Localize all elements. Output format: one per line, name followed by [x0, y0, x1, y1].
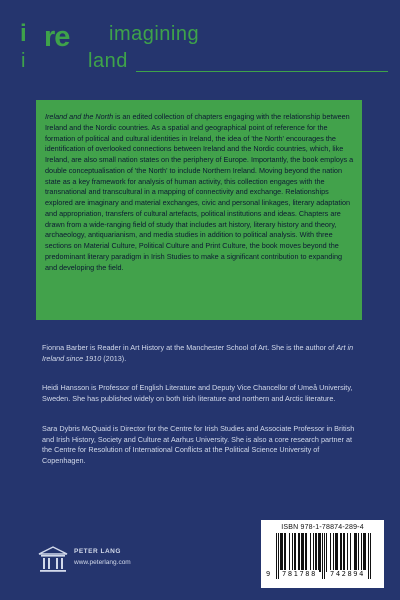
barcode-guard-bar: [322, 533, 323, 579]
barcode-bar: [326, 533, 327, 572]
series-logo-land: land: [88, 50, 128, 72]
barcode-bar: [306, 533, 307, 572]
bio-text: Fionna Barber is Reader in Art History at the Manchester School of Art. She is the author of: [42, 343, 337, 352]
barcode-bar: [336, 533, 337, 572]
barcode-bar: [313, 533, 314, 572]
barcode-bar: [295, 533, 296, 572]
blurb-book-title: Ireland and the North: [45, 112, 114, 121]
barcode-bar: [363, 533, 364, 572]
barcode-bar: [337, 533, 338, 572]
barcode-guard-bar: [276, 533, 277, 579]
series-logo-re: re: [44, 21, 70, 53]
peter-lang-logo-icon: [36, 545, 70, 575]
barcode-bar: [364, 533, 365, 572]
barcode-bar: [310, 533, 311, 572]
barcode-bar: [340, 533, 341, 572]
barcode-digits-left: 781788: [282, 570, 317, 578]
barcode-bar: [320, 533, 321, 572]
publisher-url: www.peterlang.com: [74, 559, 131, 566]
barcode-bar: [344, 533, 345, 572]
barcode-digit-first: 9: [266, 570, 271, 578]
blurb-box: [36, 100, 362, 320]
barcode-bar: [354, 533, 355, 572]
barcode-guard-bar: [370, 533, 371, 579]
barcode-bar: [282, 533, 283, 572]
editor-bio-mcquaid: Sara Dybris McQuaid is Director for the Centre for Irish Studies and Associate Professor in British and Irish History, Society and Culture at Aarhus University. She is also a core research partner at the Centre for Resolution of International Conflicts at the Political Science University of Copenhagen.: [42, 424, 355, 466]
barcode-bar: [361, 533, 362, 572]
barcode-bar: [341, 533, 342, 572]
barcode-bar: [350, 533, 351, 572]
blurb-text: [45, 112, 354, 273]
series-logo-imagining: imagining: [109, 23, 200, 45]
barcode-bar: [316, 533, 317, 572]
barcode-guard-bar: [368, 533, 369, 579]
barcode-bar: [289, 533, 290, 572]
bio-text-end: (2013).: [101, 353, 127, 363]
barcode-digits: [266, 570, 379, 589]
barcode-bar: [319, 533, 320, 572]
publisher-block: [36, 545, 156, 575]
barcode-bar: [303, 533, 304, 572]
barcode-bar: [301, 533, 302, 572]
barcode-bar: [347, 533, 348, 572]
barcode-guard-bar: [278, 533, 279, 579]
series-logo-i-lower: i: [21, 50, 26, 72]
barcode-bar: [299, 533, 300, 572]
barcode-bar: [280, 533, 281, 572]
barcode-bar: [333, 533, 334, 572]
editor-bio-hansson: Heidi Hansson is Professor of English Literature and Deputy Vice Chancellor of Umeå University, Sweden. She has published widely on both Irish literature and northern and Arctic literature.: [42, 383, 353, 403]
barcode-bar: [315, 533, 316, 572]
barcode-bar: [284, 533, 285, 572]
barcode-guard-bar: [324, 533, 325, 579]
barcode-bar: [330, 533, 331, 572]
series-logo-rule: [136, 71, 388, 72]
barcode-bar: [318, 533, 319, 572]
barcode-bar: [358, 533, 359, 572]
barcode-bar: [294, 533, 295, 572]
series-logo-i-upper: i: [20, 20, 27, 47]
barcode-bar: [335, 533, 336, 572]
blurb-body: is an edited collection of chapters engaging with the relationship between Ireland and the Nordic countries. As a spatial and geographical point of reference for the formation of political and cultural identities in Ireland, the idea of 'the North' encourages the identification of overlooked connections between Ireland and the Nordic countries, which, like Ireland, are also small nation states on the periphery of Europe. Importantly, the book employs a double conceptualisation of 'the North' to include Northern Ireland. Moving beyond the nation state as a key framework for analysis of human activity, this collection engages with the transnational and transcultural in a mapping of connectivity and exchange. Relationships explored are imaginary and material exchanges, civic and personal linkages, literary adaptation and appropriation, transfers of cultural artefacts, political institutions and ideas. Chapters are drawn from a wide-ranging field of study that includes art history, literary history and theory, archaeology, antiquarianism, and media studies in addition to political analysis. With three sections on Material Culture, Political Culture and Print Culture, the book moves beyond the predominant literary paradigm in Irish Studies to make a significant contribution to expanding and developing the field.: [45, 112, 354, 272]
barcode-bar: [343, 533, 344, 572]
barcode-bar: [305, 533, 306, 572]
barcode-bar: [355, 533, 356, 572]
publisher-name: PETER LANG: [74, 548, 121, 555]
isbn-label: ISBN 978-1-78874-289-4: [281, 524, 364, 531]
barcode-bar: [285, 533, 286, 572]
barcode-box: [261, 520, 384, 588]
barcode-bar: [356, 533, 357, 572]
barcode-digits-right: 742894: [330, 570, 365, 578]
barcode-bar: [292, 533, 293, 572]
barcode-bar: [281, 533, 282, 572]
barcode-bar: [302, 533, 303, 572]
bio-book-title: Art in Ireland since 1910: [42, 343, 354, 363]
editor-bio-barber: [42, 343, 364, 364]
barcode-bar: [298, 533, 299, 572]
series-logo: [18, 18, 268, 74]
barcode-bar: [365, 533, 366, 572]
